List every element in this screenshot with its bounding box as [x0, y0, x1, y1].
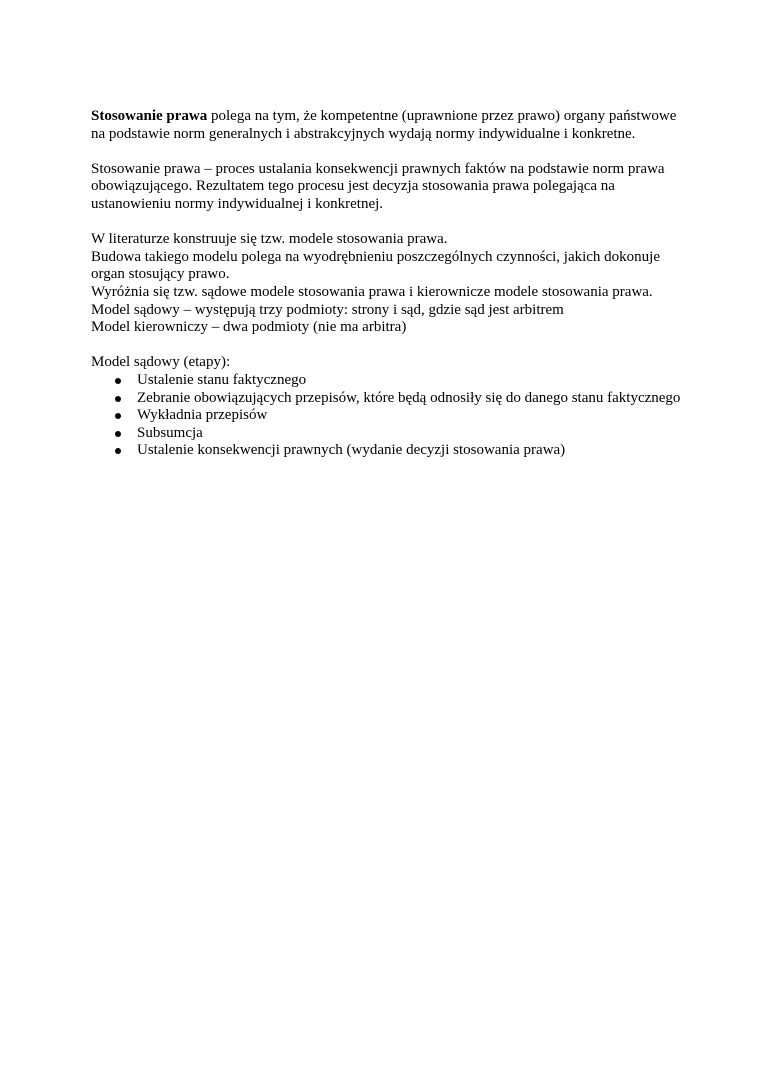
list-item	[91, 390, 681, 408]
term-bold: Stosowanie prawa	[91, 108, 208, 124]
paragraph-spacer	[91, 143, 681, 161]
list-item-text: Subsumcja	[137, 424, 203, 441]
definition-text: polega na tym, że kompetentne (uprawnione przez prawo) organy państwowe na podstawie norm generalnych i abstrakcyjnych wydają normy indywidualne i konkretne.	[91, 108, 677, 142]
paragraph-spacer	[91, 214, 681, 232]
process-paragraph: Stosowanie prawa – proces ustalania konsekwencji prawnych faktów na podstawie norm prawa obowiązującego. Rezultatem tego procesu jest decyzja stosowania prawa polegająca na ustanowieniu normy indywidualnej i konkretnej.	[91, 160, 665, 212]
stages-list	[91, 372, 681, 460]
models-line-2: Budowa takiego modelu polega na wyodrębnieniu poszczególnych czynności, jakich dokonuje organ stosujący prawo.	[91, 248, 661, 283]
definition-paragraph	[91, 108, 681, 143]
bullet-icon	[115, 413, 121, 419]
list-item-text: Zebranie obowiązujących przepisów, które będą odnosiły się do danego stanu faktycznego	[137, 389, 681, 406]
list-item	[91, 425, 681, 443]
list-item	[91, 407, 681, 425]
list-item	[91, 372, 681, 390]
bullet-icon	[115, 448, 121, 454]
models-line-1: W literaturze konstruuje się tzw. modele stosowania prawa.	[91, 231, 448, 248]
document-body	[91, 108, 681, 460]
list-heading: Model sądowy (etapy):	[91, 354, 231, 371]
paragraph-spacer	[91, 337, 681, 355]
models-line-3: Wyróżnia się tzw. sądowe modele stosowania prawa i kierownicze modele stosowania prawa.	[91, 283, 653, 300]
bullet-icon	[115, 431, 121, 437]
list-item-text: Ustalenie stanu faktycznego	[137, 371, 307, 388]
models-line-5: Model kierowniczy – dwa podmioty (nie ma arbitra)	[91, 319, 407, 336]
list-item	[91, 442, 681, 460]
models-line-4: Model sądowy – występują trzy podmioty: strony i sąd, gdzie sąd jest arbitrem	[91, 301, 564, 318]
bullet-icon	[115, 378, 121, 384]
list-item-text: Ustalenie konsekwencji prawnych (wydanie decyzji stosowania prawa)	[137, 442, 566, 459]
list-item-text: Wykładnia przepisów	[137, 407, 268, 424]
bullet-icon	[115, 396, 121, 402]
